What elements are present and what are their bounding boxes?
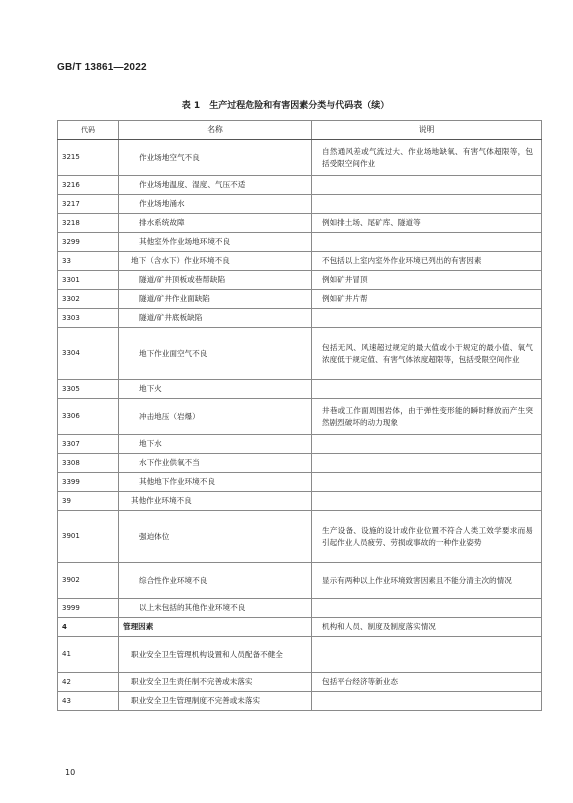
table-row	[58, 309, 542, 328]
table-row	[58, 176, 542, 195]
column-header-code: 代码	[58, 121, 119, 140]
table-row	[58, 233, 542, 252]
table-row	[58, 435, 542, 454]
row-name: 管理因素	[119, 618, 312, 637]
row-description	[312, 233, 542, 252]
table-header-row	[58, 121, 542, 140]
row-name: 地下水	[119, 435, 312, 454]
row-description: 自然通风差或气流过大、作业场地缺氧、有害气体超限等，包括受限空间作业	[312, 140, 542, 176]
row-description	[312, 599, 542, 618]
row-code: 43	[58, 692, 119, 711]
row-description: 生产设备、设施的设计或作业位置不符合人类工效学要求而易引起作业人员疲劳、劳损或事故的一种作业姿势	[312, 511, 542, 563]
row-code: 3305	[58, 380, 119, 399]
table-title: 表 1 生产过程危险和有害因素分类与代码表（续）	[181, 101, 390, 111]
table-row	[58, 563, 542, 599]
table-row	[58, 599, 542, 618]
row-name: 其他作业环境不良	[119, 492, 312, 511]
row-code: 3902	[58, 563, 119, 599]
row-description: 例如排土场、尾矿库、隧道等	[312, 214, 542, 233]
table-row	[58, 380, 542, 399]
row-description	[312, 380, 542, 399]
table-row	[58, 399, 542, 435]
row-code: 3999	[58, 599, 119, 618]
row-description	[312, 492, 542, 511]
row-description: 例如矿井冒顶	[312, 271, 542, 290]
table-row	[58, 473, 542, 492]
row-name: 以上未包括的其他作业环境不良	[119, 599, 312, 618]
row-description: 机构和人员、制度及制度落实情况	[312, 618, 542, 637]
table-row	[58, 328, 542, 380]
row-name: 地下火	[119, 380, 312, 399]
row-code: 3306	[58, 399, 119, 435]
table-row	[58, 252, 542, 271]
row-name: 排水系统故障	[119, 214, 312, 233]
row-description	[312, 176, 542, 195]
row-name: 职业安全卫生管理机构设置和人员配备不健全	[119, 637, 312, 673]
hazard-classification-table	[57, 120, 533, 711]
table-row	[58, 637, 542, 673]
standard-code: GB/T 13861—2022	[57, 62, 147, 73]
row-code: 3399	[58, 473, 119, 492]
row-name: 冲击地压（岩爆）	[119, 399, 312, 435]
row-description: 井巷或工作面周围岩体，由于弹性变形能的瞬时释放而产生突然剧烈破坏的动力现象	[312, 399, 542, 435]
row-name: 职业安全卫生责任制不完善或未落实	[119, 673, 312, 692]
row-description	[312, 195, 542, 214]
row-description: 不包括以上室内室外作业环境已列出的有害因素	[312, 252, 542, 271]
row-description	[312, 435, 542, 454]
row-code: 3303	[58, 309, 119, 328]
row-name: 其他室外作业场地环境不良	[119, 233, 312, 252]
row-description: 包括无风、风速超过规定的最大值或小于规定的最小值、氧气浓度低于规定值、有害气体浓度超限等，包括受限空间作业	[312, 328, 542, 380]
row-name: 隧道/矿井顶板或巷帮缺陷	[119, 271, 312, 290]
row-code: 41	[58, 637, 119, 673]
page-number: 10	[65, 768, 76, 777]
row-code: 3901	[58, 511, 119, 563]
row-code: 39	[58, 492, 119, 511]
row-name: 作业场地涌水	[119, 195, 312, 214]
row-description	[312, 692, 542, 711]
row-code: 33	[58, 252, 119, 271]
row-description	[312, 454, 542, 473]
row-description: 包括平台经济等新业态	[312, 673, 542, 692]
row-name: 强迫体位	[119, 511, 312, 563]
row-code: 42	[58, 673, 119, 692]
row-description	[312, 473, 542, 492]
table-row	[58, 673, 542, 692]
row-code: 3215	[58, 140, 119, 176]
row-name: 地下作业面空气不良	[119, 328, 312, 380]
row-code: 3218	[58, 214, 119, 233]
row-code: 3307	[58, 435, 119, 454]
table-row	[58, 492, 542, 511]
row-name: 职业安全卫生管理制度不完善或未落实	[119, 692, 312, 711]
table-row	[58, 618, 542, 637]
table-row	[58, 140, 542, 176]
row-code: 3301	[58, 271, 119, 290]
row-code: 3217	[58, 195, 119, 214]
row-name: 隧道/矿井底板缺陷	[119, 309, 312, 328]
row-description: 例如矿井片帮	[312, 290, 542, 309]
table-row	[58, 692, 542, 711]
row-name: 综合性作业环境不良	[119, 563, 312, 599]
row-name: 作业场地温度、湿度、气压不适	[119, 176, 312, 195]
row-code: 3302	[58, 290, 119, 309]
table-row	[58, 195, 542, 214]
row-name: 隧道/矿井作业面缺陷	[119, 290, 312, 309]
row-name: 其他地下作业环境不良	[119, 473, 312, 492]
column-header-name: 名称	[119, 121, 312, 140]
table-row	[58, 271, 542, 290]
row-code: 3299	[58, 233, 119, 252]
table-row	[58, 511, 542, 563]
row-name: 水下作业供氧不当	[119, 454, 312, 473]
table-row	[58, 454, 542, 473]
row-description: 显示有两种以上作业环境致害因素且不能分清主次的情况	[312, 563, 542, 599]
table-row	[58, 214, 542, 233]
row-code: 3308	[58, 454, 119, 473]
row-code: 3304	[58, 328, 119, 380]
row-description	[312, 637, 542, 673]
row-name: 作业场地空气不良	[119, 140, 312, 176]
table-row	[58, 290, 542, 309]
row-description	[312, 309, 542, 328]
row-code: 3216	[58, 176, 119, 195]
row-code: 4	[58, 618, 119, 637]
row-name: 地下（含水下）作业环境不良	[119, 252, 312, 271]
column-header-description: 说明	[312, 121, 542, 140]
